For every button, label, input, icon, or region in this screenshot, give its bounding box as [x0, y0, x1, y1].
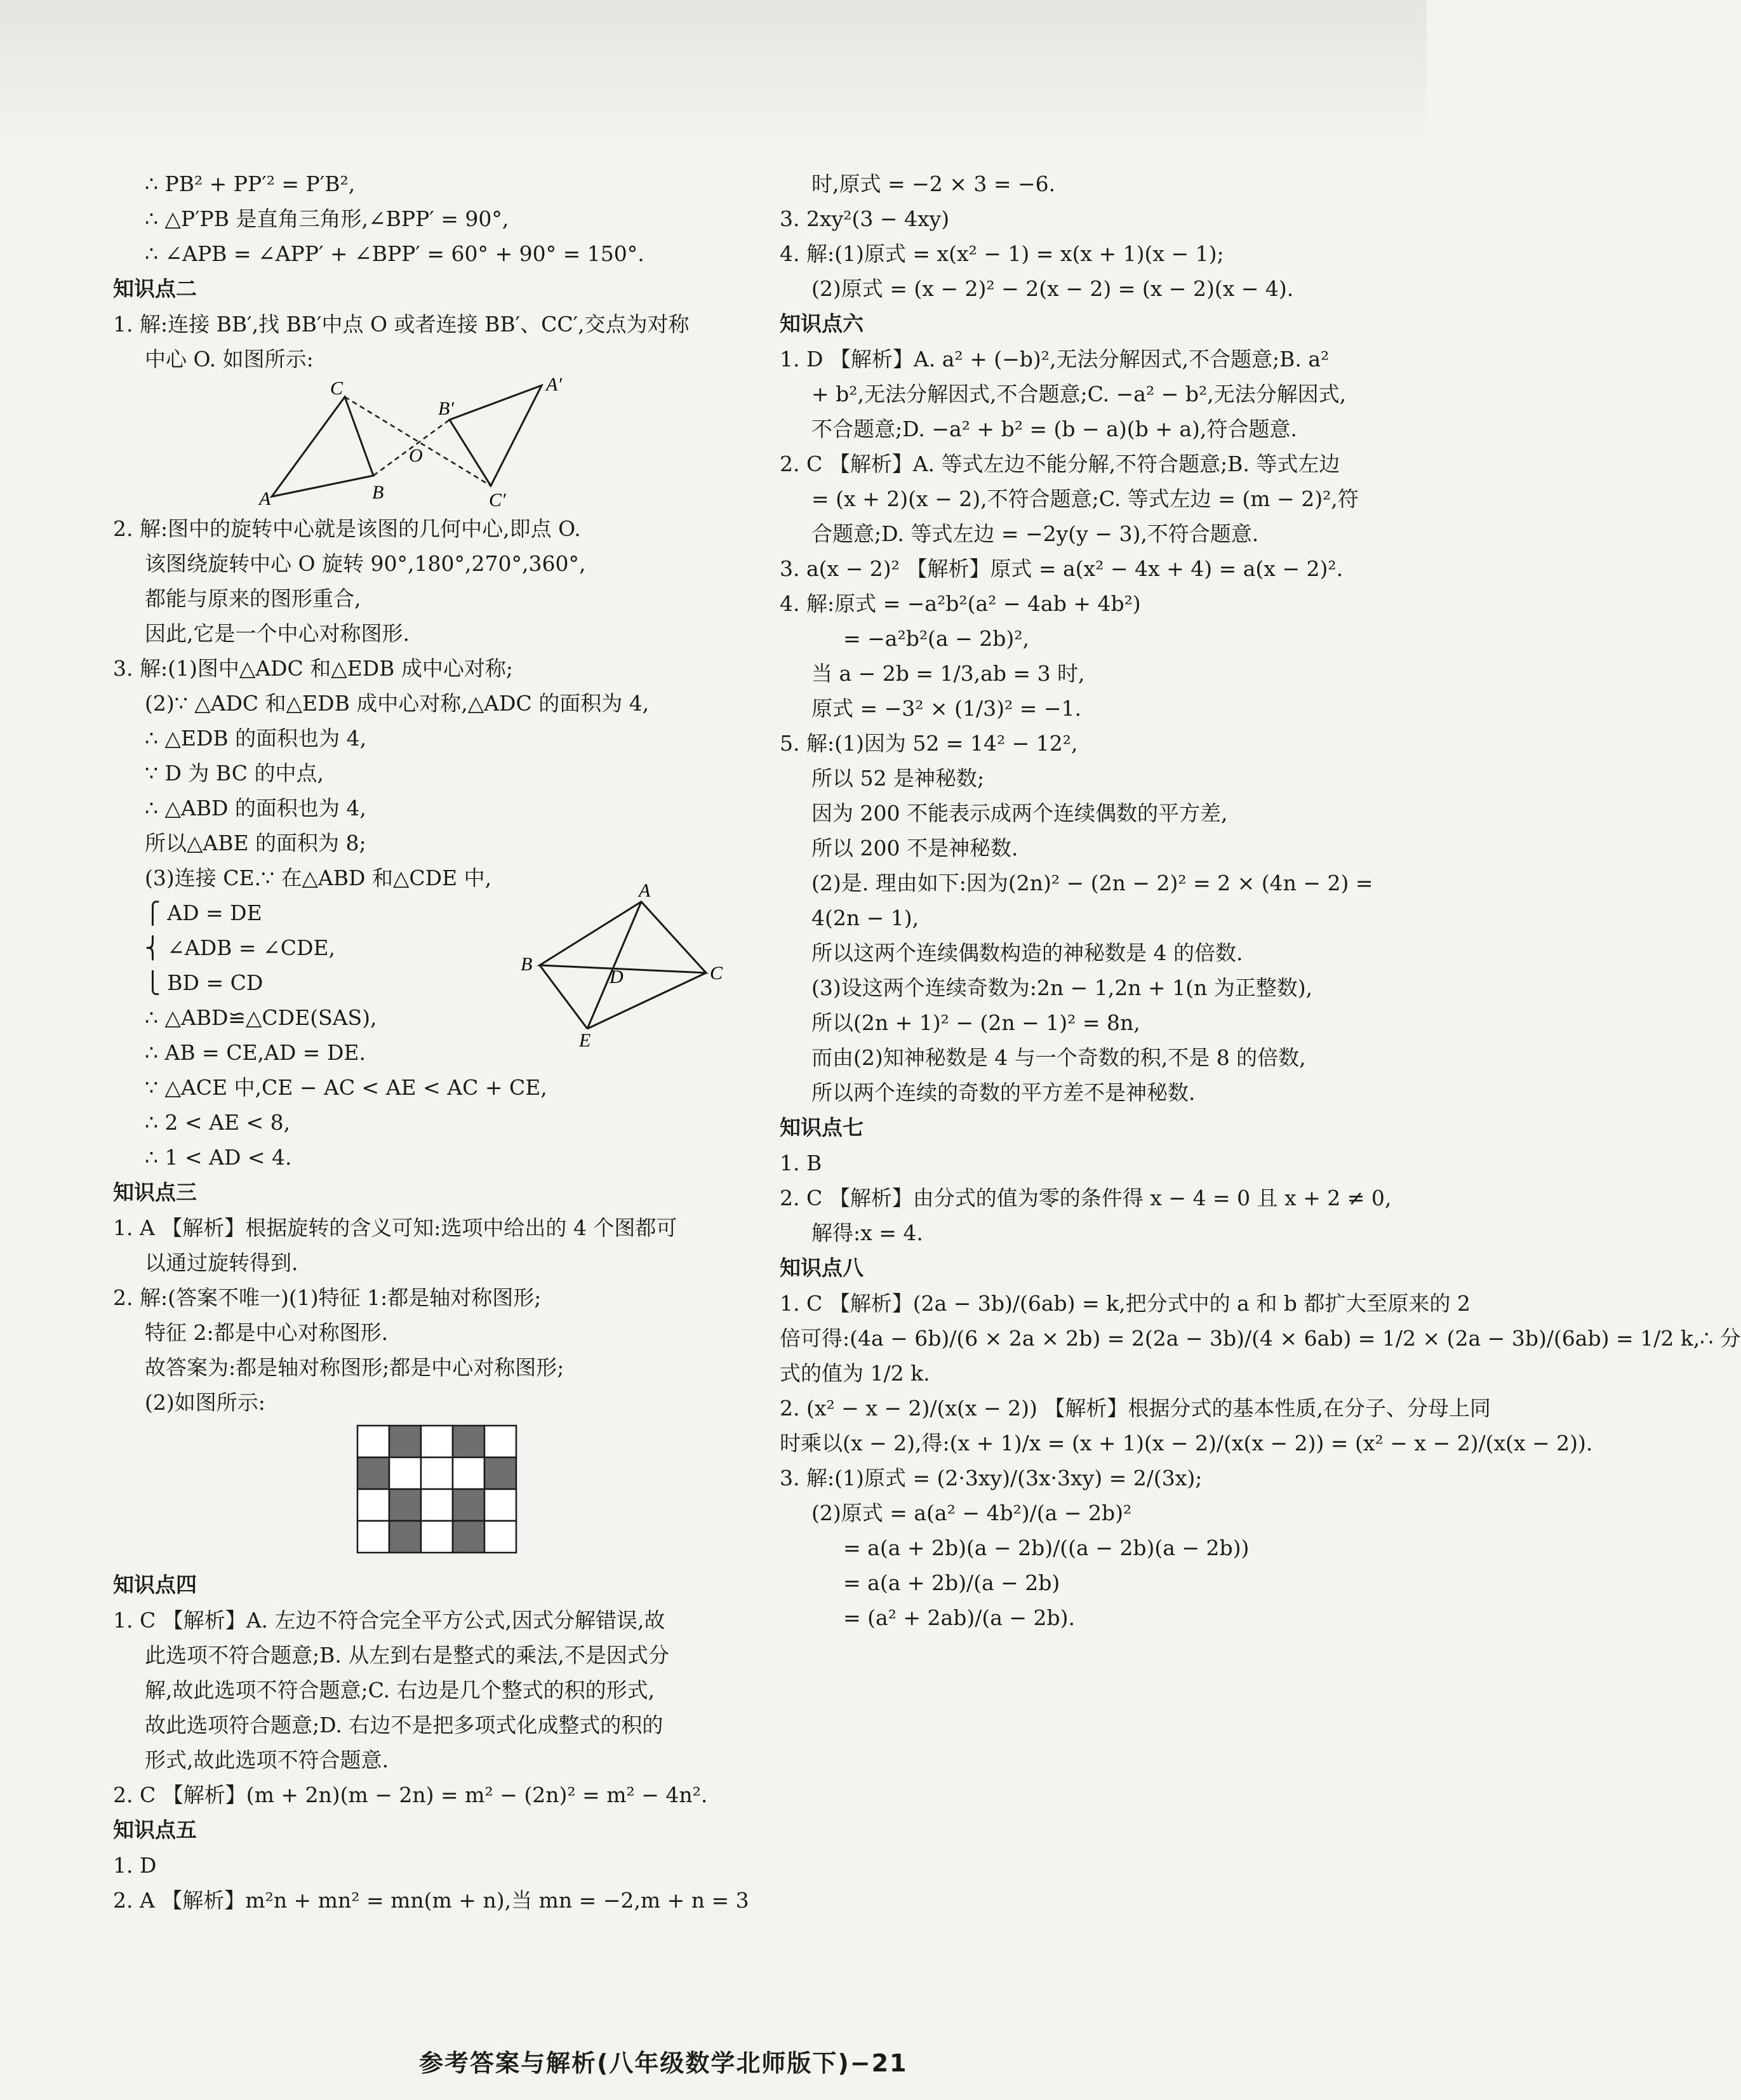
text-line: 1. A 【解析】根据旋转的含义可知:选项中给出的 4 个图都可	[113, 1215, 677, 1240]
text-line: 因为 200 不能表示成两个连续偶数的平方差,	[811, 801, 1228, 826]
text-line: = (a² + 2ab)/(a − 2b).	[843, 1605, 1075, 1630]
text-line: 都能与原来的图形重合,	[145, 586, 361, 611]
text-line: 1. B	[780, 1151, 822, 1175]
text-line: (3)设这两个连续奇数为:2n − 1,2n + 1(n 为正整数),	[811, 975, 1313, 1000]
text-line: 4. 解:原式 = −a²b²(a² − 4ab + 4b²)	[780, 591, 1141, 616]
text-line: ∴ PB² + PP′² = P′B²,	[145, 171, 356, 196]
section-heading: 知识点二	[113, 276, 197, 301]
text-line: 所以 200 不是神秘数.	[811, 836, 1018, 860]
text-line: 1. D	[113, 1853, 157, 1878]
text-line: 合题意;D. 等式左边 = −2y(y − 3),不符合题意.	[811, 521, 1259, 546]
text-line: 1. 解:连接 BB′,找 BB′中点 O 或者连接 BB′、CC′,交点为对称	[113, 312, 690, 337]
grid-cell	[389, 1426, 421, 1457]
text-line: 2. (x² − x − 2)/(x(x − 2)) 【解析】根据分式的基本性质,在分子、分母上同	[780, 1396, 1491, 1421]
fig2-label: A	[639, 880, 651, 901]
text-line: 5. 解:(1)因为 52 = 14² − 12²,	[780, 731, 1078, 756]
text-line: 4. 解:(1)原式 = x(x² − 1) = x(x + 1)(x − 1);	[780, 241, 1224, 266]
figure-triangles-abd-cde	[514, 876, 730, 1051]
grid-cell	[389, 1457, 421, 1489]
grid-cell	[389, 1489, 421, 1521]
fig1-label: C′	[489, 490, 506, 511]
text-line: ⎨ ∠ADB = ∠CDE,	[145, 935, 335, 960]
text-line: 3. 解:(1)图中△ADC 和△EDB 成中心对称;	[113, 656, 514, 681]
text-line: 所以△ABE 的面积为 8;	[145, 831, 366, 855]
fig1-label: C	[330, 378, 344, 399]
text-line: ∴ △ABD 的面积也为 4,	[145, 796, 366, 820]
text-line: ∴ 2 < AE < 8,	[145, 1110, 291, 1135]
text-line: 2. A 【解析】m²n + mn² = mn(m + n),当 mn = −2,m + n = 3	[113, 1888, 749, 1913]
section-heading: 知识点七	[780, 1115, 864, 1140]
grid-cell	[484, 1426, 516, 1457]
text-line: 故答案为:都是轴对称图形;都是中心对称图形;	[145, 1355, 564, 1380]
figure-central-symmetry-triangles	[259, 374, 627, 511]
text-line: = a(a + 2b)/(a − 2b)	[843, 1570, 1060, 1595]
text-line: ∴ ∠APB = ∠APP′ + ∠BPP′ = 60° + 90° = 150°.	[145, 241, 644, 266]
text-line: ∴ 1 < AD < 4.	[145, 1145, 292, 1170]
text-line: 式的值为 1/2 k.	[780, 1361, 930, 1386]
grid-cell	[484, 1489, 516, 1521]
text-line: 解得:x = 4.	[811, 1221, 923, 1245]
grid-cell	[484, 1521, 516, 1553]
text-line: 2. C 【解析】由分式的值为零的条件得 x − 4 = 0 且 x + 2 ≠ 0,	[780, 1186, 1392, 1210]
text-line: 故此选项符合题意;D. 右边不是把多项式化成整式的积的	[145, 1713, 664, 1737]
text-line: ⎩ BD = CD	[145, 970, 263, 995]
text-line: 2. C 【解析】(m + 2n)(m − 2n) = m² − (2n)² = m² − 4n².	[113, 1782, 708, 1807]
fig2-label: E	[579, 1030, 591, 1051]
grid-cell	[357, 1457, 389, 1489]
grid-cell	[453, 1457, 484, 1489]
section-heading: 知识点三	[113, 1180, 197, 1205]
fig2-label: D	[610, 966, 624, 987]
text-line: 1. D 【解析】A. a² + (−b)²,无法分解因式,不合题意;B. a²	[780, 347, 1330, 371]
grid-cell	[421, 1489, 453, 1521]
text-line: ∴ △EDB 的面积也为 4,	[145, 726, 367, 751]
fig1-label: A	[259, 488, 271, 509]
fig2-label: B	[521, 954, 533, 975]
text-line: 所以这两个连续偶数构造的神秘数是 4 的倍数.	[811, 940, 1243, 965]
section-heading: 知识点五	[113, 1817, 197, 1842]
text-line: (3)连接 CE.∵ 在△ABD 和△CDE 中,	[145, 866, 492, 890]
text-line: 中心 O. 如图所示:	[145, 347, 314, 371]
text-line: 所以两个连续的奇数的平方差不是神秘数.	[811, 1080, 1196, 1105]
text-line: (2)原式 = (x − 2)² − 2(x − 2) = (x − 2)(x − 4).	[811, 276, 1294, 301]
text-line: = a(a + 2b)(a − 2b)/((a − 2b)(a − 2b))	[843, 1535, 1250, 1560]
text-line: + b²,无法分解因式,不合题意;C. −a² − b²,无法分解因式,	[811, 382, 1347, 406]
section-heading: 知识点八	[780, 1255, 864, 1280]
grid-cell	[484, 1457, 516, 1489]
text-line: 1. C 【解析】A. 左边不符合完全平方公式,因式分解错误,故	[113, 1608, 665, 1633]
grid-cell	[453, 1521, 484, 1553]
page-footer: 参考答案与解析(八年级数学北师版下)−21	[419, 2049, 908, 2077]
fig2-label: C	[710, 963, 723, 984]
text-line: ⎧ AD = DE	[145, 900, 262, 925]
text-line: (2)是. 理由如下:因为(2n)² − (2n − 2)² = 2 × (4n − 2) =	[811, 871, 1373, 895]
figure-grid-pattern	[351, 1422, 523, 1562]
grid-cell	[421, 1521, 453, 1553]
text-line: (2)如图所示:	[145, 1390, 265, 1415]
grid-cell	[453, 1489, 484, 1521]
text-line: 原式 = −3² × (1/3)² = −1.	[811, 696, 1081, 721]
grid-cell	[389, 1521, 421, 1553]
text-line: 解,故此选项不符合题意;C. 右边是几个整式的积的形式,	[145, 1678, 655, 1702]
page-top-shade	[0, 0, 1427, 152]
text-line: 时,原式 = −2 × 3 = −6.	[811, 171, 1056, 196]
grid-cell	[421, 1457, 453, 1489]
text-line: (2)∵ △ADC 和△EDB 成中心对称,△ADC 的面积为 4,	[145, 691, 650, 716]
text-line: 特征 2:都是中心对称图形.	[145, 1320, 389, 1345]
right-column	[780, 166, 1741, 1635]
grid-cell	[421, 1426, 453, 1457]
text-line: 3. a(x − 2)² 【解析】原式 = a(x² − 4x + 4) = a(x − 2)².	[780, 556, 1344, 581]
grid-cell	[357, 1521, 389, 1553]
text-line: 以通过旋转得到.	[145, 1250, 298, 1275]
text-line: 时乘以(x − 2),得:(x + 1)/x = (x + 1)(x − 2)/(x(x − 2)) = (x² − x − 2)/(x(x − 2)).	[780, 1431, 1593, 1455]
text-line: 1. C 【解析】(2a − 3b)/(6ab) = k,把分式中的 a 和 b 都扩大至原来的 2	[780, 1291, 1471, 1316]
text-line: 不合题意;D. −a² + b² = (b − a)(b + a),符合题意.	[811, 417, 1297, 441]
text-line: = (x + 2)(x − 2),不符合题意;C. 等式左边 = (m − 2)²,符	[811, 486, 1359, 511]
fig1-label: B′	[438, 398, 454, 419]
text-line: 形式,故此选项不符合题意.	[145, 1748, 389, 1772]
text-line: 该图绕旋转中心 O 旋转 90°,180°,270°,360°,	[145, 551, 586, 576]
grid-cell	[357, 1426, 389, 1457]
text-line: ∵ △ACE 中,CE − AC < AE < AC + CE,	[145, 1075, 547, 1100]
grid-cell	[453, 1426, 484, 1457]
section-heading: 知识点六	[780, 311, 864, 336]
text-line: 倍可得:(4a − 6b)/(6 × 2a × 2b) = 2(2a − 3b)/(4 × 6ab) = 1/2 × (2a − 3b)/(6ab) = 1/2 k,∴ 分	[780, 1326, 1741, 1351]
section-heading: 知识点四	[113, 1572, 197, 1597]
text-line: 2. C 【解析】A. 等式左边不能分解,不符合题意;B. 等式左边	[780, 451, 1340, 476]
text-line: = −a²b²(a − 2b)²,	[843, 626, 1029, 651]
fig1-label: O	[409, 445, 423, 466]
text-line: 此选项不符合题意;B. 从左到右是整式的乘法,不是因式分	[145, 1643, 669, 1668]
text-line: 当 a − 2b = 1/3,ab = 3 时,	[811, 661, 1085, 686]
grid-cell	[357, 1489, 389, 1521]
text-line: ∴ △P′PB 是直角三角形,∠BPP′ = 90°,	[145, 206, 509, 231]
text-line: 4(2n − 1),	[811, 906, 919, 930]
text-line: 2. 解:图中的旋转中心就是该图的几何中心,即点 O.	[113, 516, 581, 541]
text-line: (2)原式 = a(a² − 4b²)/(a − 2b)²	[811, 1501, 1132, 1525]
text-line: 因此,它是一个中心对称图形.	[145, 621, 410, 646]
text-line: 3. 2xy²(3 − 4xy)	[780, 206, 950, 231]
text-line: 2. 解:(答案不唯一)(1)特征 1:都是轴对称图形;	[113, 1285, 542, 1310]
text-line: ∴ AB = CE,AD = DE.	[145, 1040, 366, 1065]
text-line: 而由(2)知神秘数是 4 与一个奇数的积,不是 8 的倍数,	[811, 1045, 1306, 1070]
text-line: ∴ △ABD≌△CDE(SAS),	[145, 1005, 377, 1030]
text-line: 3. 解:(1)原式 = (2·3xy)/(3x·3xy) = 2/(3x);	[780, 1466, 1203, 1490]
fig1-label: A′	[546, 374, 562, 395]
fig1-label: B	[372, 482, 384, 503]
text-line: ∵ D 为 BC 的中点,	[145, 761, 324, 786]
text-line: 所以 52 是神秘数;	[811, 766, 985, 791]
text-line: 所以(2n + 1)² − (2n − 1)² = 8n,	[811, 1010, 1140, 1035]
